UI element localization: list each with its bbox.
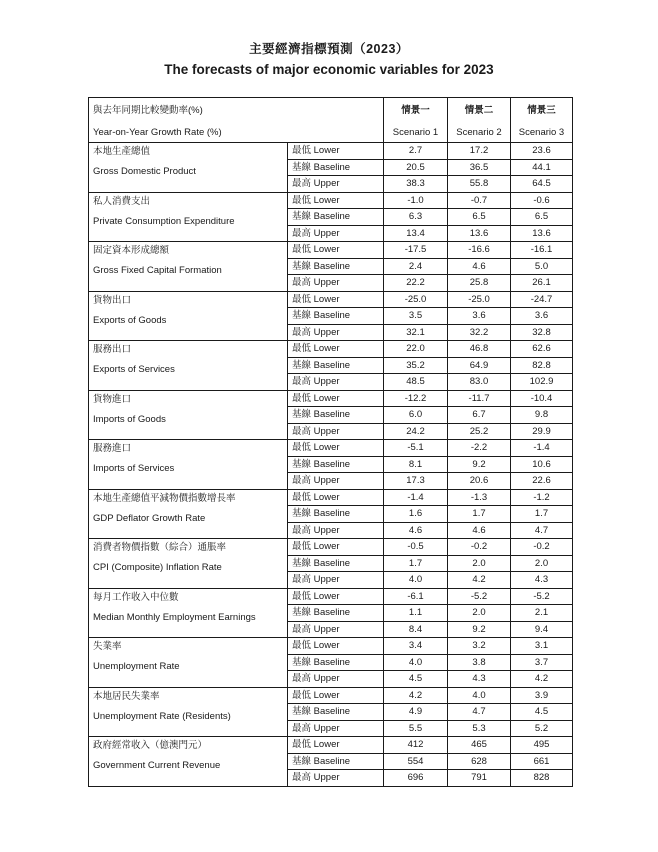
value-cell: -5.2 xyxy=(448,588,511,605)
value-cell: -6.1 xyxy=(384,588,448,605)
value-cell: 5.0 xyxy=(511,258,573,275)
value-cell: 6.0 xyxy=(384,407,448,424)
table-row xyxy=(89,440,573,457)
value-cell: 9.2 xyxy=(448,456,511,473)
bound-label-baseline: 基線 Baseline xyxy=(288,209,384,226)
value-cell: 661 xyxy=(511,753,573,770)
value-cell: 4.0 xyxy=(384,572,448,589)
table-row xyxy=(89,638,573,655)
value-cell: 1.1 xyxy=(384,605,448,622)
value-cell: -11.7 xyxy=(448,390,511,407)
table-row xyxy=(89,390,573,407)
bound-label-baseline: 基線 Baseline xyxy=(288,704,384,721)
value-cell: 3.7 xyxy=(511,654,573,671)
indicator-name-zh: 本地生產總值平減物價指數增長率 xyxy=(93,492,236,504)
bound-label-lower: 最低 Lower xyxy=(288,440,384,457)
value-cell: 1.6 xyxy=(384,506,448,523)
indicator-cell xyxy=(89,588,288,638)
bound-label-baseline: 基線 Baseline xyxy=(288,605,384,622)
bound-label-lower: 最低 Lower xyxy=(288,638,384,655)
value-cell: 64.5 xyxy=(511,176,573,193)
value-cell: 24.2 xyxy=(384,423,448,440)
indicator-name-zh: 本地居民失業率 xyxy=(93,690,160,702)
bound-label-upper: 最高 Upper xyxy=(288,621,384,638)
value-cell: -17.5 xyxy=(384,242,448,259)
value-cell: 32.2 xyxy=(448,324,511,341)
value-cell: 628 xyxy=(448,753,511,770)
indicator-name-en: Imports of Goods xyxy=(93,413,166,425)
value-cell: 64.9 xyxy=(448,357,511,374)
value-cell: 465 xyxy=(448,737,511,754)
value-cell: -10.4 xyxy=(511,390,573,407)
indicator-cell xyxy=(89,390,288,440)
bound-label-lower: 最低 Lower xyxy=(288,143,384,160)
value-cell: 4.2 xyxy=(384,687,448,704)
value-cell: 13.4 xyxy=(384,225,448,242)
value-cell: 3.6 xyxy=(511,308,573,325)
header-growth-rate-en: Year-on-Year Growth Rate (%) xyxy=(93,127,222,138)
bound-label-baseline: 基線 Baseline xyxy=(288,555,384,572)
value-cell: 13.6 xyxy=(448,225,511,242)
value-cell: 26.1 xyxy=(511,275,573,292)
value-cell: 4.6 xyxy=(448,258,511,275)
value-cell: 4.3 xyxy=(511,572,573,589)
value-cell: -5.2 xyxy=(511,588,573,605)
value-cell: 5.3 xyxy=(448,720,511,737)
value-cell: 102.9 xyxy=(511,374,573,391)
indicator-name-zh: 貨物出口 xyxy=(93,294,132,306)
value-cell: 22.2 xyxy=(384,275,448,292)
bound-label-lower: 最低 Lower xyxy=(288,242,384,259)
value-cell: 696 xyxy=(384,770,448,787)
page-title-zh: 主要經濟指標預測（2023） xyxy=(249,42,409,56)
bound-label-upper: 最高 Upper xyxy=(288,473,384,490)
value-cell: 5.5 xyxy=(384,720,448,737)
header-scenario-2-zh: 情景二 xyxy=(464,105,494,116)
indicator-name-en: Private Consumption Expenditure xyxy=(93,215,235,227)
value-cell: 25.8 xyxy=(448,275,511,292)
header-scenario-1-en: Scenario 1 xyxy=(392,127,439,138)
value-cell: 46.8 xyxy=(448,341,511,358)
value-cell: 4.3 xyxy=(448,671,511,688)
table-row xyxy=(89,291,573,308)
indicator-name-zh: 消費者物價指數（綜合）通脹率 xyxy=(93,542,227,553)
value-cell: 4.5 xyxy=(384,671,448,688)
header-scenario-1-zh: 情景一 xyxy=(401,105,430,116)
value-cell: -25.0 xyxy=(384,291,448,308)
value-cell: 554 xyxy=(384,753,448,770)
value-cell: 3.9 xyxy=(511,687,573,704)
value-cell: 1.7 xyxy=(511,506,573,523)
indicator-cell xyxy=(89,489,288,539)
header-scenario-1 xyxy=(384,98,448,143)
bound-label-upper: 最高 Upper xyxy=(288,671,384,688)
indicator-name-zh: 服務進口 xyxy=(93,443,132,454)
value-cell: 2.4 xyxy=(384,258,448,275)
bound-label-lower: 最低 Lower xyxy=(288,737,384,754)
value-cell: -1.0 xyxy=(384,192,448,209)
bound-label-upper: 最高 Upper xyxy=(288,572,384,589)
value-cell: 9.2 xyxy=(448,621,511,638)
bound-label-baseline: 基線 Baseline xyxy=(288,308,384,325)
value-cell: 412 xyxy=(384,737,448,754)
value-cell: 22.6 xyxy=(511,473,573,490)
table-row xyxy=(89,539,573,556)
value-cell: -25.0 xyxy=(448,291,511,308)
indicator-name-en: GDP Deflator Growth Rate xyxy=(93,512,206,524)
value-cell: -16.6 xyxy=(448,242,511,259)
value-cell: 4.9 xyxy=(384,704,448,721)
value-cell: -1.3 xyxy=(448,489,511,506)
value-cell: 3.5 xyxy=(384,308,448,325)
table-row xyxy=(89,489,573,506)
value-cell: 17.2 xyxy=(448,143,511,160)
bound-label-lower: 最低 Lower xyxy=(288,489,384,506)
value-cell: -0.2 xyxy=(448,539,511,556)
value-cell: -0.6 xyxy=(511,192,573,209)
value-cell: 2.0 xyxy=(511,555,573,572)
header-scenario-2-en: Scenario 2 xyxy=(456,127,502,138)
indicator-name-en: Gross Domestic Product xyxy=(93,166,196,177)
value-cell: 3.4 xyxy=(384,638,448,655)
indicator-name-en: CPI (Composite) Inflation Rate xyxy=(93,562,222,573)
header-row xyxy=(89,98,573,143)
bound-label-upper: 最高 Upper xyxy=(288,720,384,737)
value-cell: 22.0 xyxy=(384,341,448,358)
value-cell: 29.9 xyxy=(511,423,573,440)
value-cell: 1.7 xyxy=(384,555,448,572)
indicator-name-zh: 每月工作收入中位數 xyxy=(93,591,179,603)
value-cell: -0.7 xyxy=(448,192,511,209)
table-row xyxy=(89,341,573,358)
value-cell: -0.5 xyxy=(384,539,448,556)
value-cell: 6.7 xyxy=(448,407,511,424)
indicator-name-zh: 本地生產總值 xyxy=(93,146,151,157)
value-cell: 791 xyxy=(448,770,511,787)
value-cell: 62.6 xyxy=(511,341,573,358)
bound-label-lower: 最低 Lower xyxy=(288,588,384,605)
header-scenario-3-en: Scenario 3 xyxy=(518,127,565,138)
value-cell: 25.2 xyxy=(448,423,511,440)
value-cell: 5.2 xyxy=(511,720,573,737)
value-cell: 3.6 xyxy=(448,308,511,325)
value-cell: 4.2 xyxy=(511,671,573,688)
value-cell: -24.7 xyxy=(511,291,573,308)
value-cell: 4.7 xyxy=(511,522,573,539)
value-cell: 8.4 xyxy=(384,621,448,638)
value-cell: 2.7 xyxy=(384,143,448,160)
value-cell: 38.3 xyxy=(384,176,448,193)
page-title-en: The forecasts of major economic variables for 2023 xyxy=(164,62,494,77)
table-row xyxy=(89,588,573,605)
bound-label-baseline: 基線 Baseline xyxy=(288,357,384,374)
bound-label-upper: 最高 Upper xyxy=(288,225,384,242)
value-cell: 4.0 xyxy=(448,687,511,704)
forecast-table xyxy=(88,97,573,787)
bound-label-upper: 最高 Upper xyxy=(288,522,384,539)
value-cell: 3.8 xyxy=(448,654,511,671)
bound-label-baseline: 基線 Baseline xyxy=(288,654,384,671)
indicator-name-zh: 服務出口 xyxy=(93,344,132,355)
value-cell: 44.1 xyxy=(511,159,573,176)
bound-label-lower: 最低 Lower xyxy=(288,291,384,308)
value-cell: 828 xyxy=(511,770,573,787)
value-cell: 3.1 xyxy=(511,638,573,655)
indicator-name-en: Government Current Revenue xyxy=(93,760,221,771)
indicator-name-en: Unemployment Rate (Residents) xyxy=(93,710,231,722)
value-cell: 1.7 xyxy=(448,506,511,523)
value-cell: 4.6 xyxy=(448,522,511,539)
value-cell: 48.5 xyxy=(384,374,448,391)
value-cell: 4.2 xyxy=(448,572,511,589)
value-cell: 3.2 xyxy=(448,638,511,655)
bound-label-upper: 最高 Upper xyxy=(288,423,384,440)
value-cell: 32.8 xyxy=(511,324,573,341)
value-cell: 6.3 xyxy=(384,209,448,226)
indicator-name-en: Unemployment Rate xyxy=(93,661,180,672)
bound-label-baseline: 基線 Baseline xyxy=(288,753,384,770)
value-cell: -1.2 xyxy=(511,489,573,506)
table-body xyxy=(89,143,573,787)
indicator-name-zh: 固定資本形成總額 xyxy=(93,245,170,256)
value-cell: -0.2 xyxy=(511,539,573,556)
value-cell: 35.2 xyxy=(384,357,448,374)
bound-label-baseline: 基線 Baseline xyxy=(288,456,384,473)
table-row xyxy=(89,242,573,259)
bound-label-lower: 最低 Lower xyxy=(288,539,384,556)
value-cell: 82.8 xyxy=(511,357,573,374)
header-growth-rate-zh: 與去年同期比較變動率(%) xyxy=(93,105,203,116)
indicator-name-zh: 失業率 xyxy=(93,641,122,652)
bound-label-baseline: 基線 Baseline xyxy=(288,258,384,275)
indicator-cell xyxy=(89,291,288,341)
value-cell: 4.0 xyxy=(384,654,448,671)
header-growth-rate xyxy=(89,98,384,143)
bound-label-baseline: 基線 Baseline xyxy=(288,506,384,523)
value-cell: 6.5 xyxy=(511,209,573,226)
value-cell: 495 xyxy=(511,737,573,754)
indicator-name-en: Exports of Goods xyxy=(93,314,167,326)
indicator-name-en: Gross Fixed Capital Formation xyxy=(93,265,222,276)
value-cell: -12.2 xyxy=(384,390,448,407)
indicator-cell xyxy=(89,242,288,292)
bound-label-upper: 最高 Upper xyxy=(288,176,384,193)
value-cell: -1.4 xyxy=(511,440,573,457)
value-cell: 2.1 xyxy=(511,605,573,622)
value-cell: 9.8 xyxy=(511,407,573,424)
indicator-cell xyxy=(89,440,288,490)
indicator-name-zh: 私人消費支出 xyxy=(93,195,151,207)
value-cell: 83.0 xyxy=(448,374,511,391)
indicator-cell xyxy=(89,192,288,242)
indicator-cell xyxy=(89,341,288,391)
value-cell: -5.1 xyxy=(384,440,448,457)
value-cell: -1.4 xyxy=(384,489,448,506)
value-cell: 20.6 xyxy=(448,473,511,490)
bound-label-baseline: 基線 Baseline xyxy=(288,407,384,424)
indicator-name-en: Imports of Services xyxy=(93,463,175,474)
indicator-cell xyxy=(89,687,288,737)
indicator-name-zh: 政府經常收入（億澳門元） xyxy=(93,740,208,751)
table-row xyxy=(89,143,573,160)
bound-label-lower: 最低 Lower xyxy=(288,687,384,704)
indicator-name-en: Median Monthly Employment Earnings xyxy=(93,611,256,623)
value-cell: 6.5 xyxy=(448,209,511,226)
value-cell: 2.0 xyxy=(448,555,511,572)
indicator-name-zh: 貨物進口 xyxy=(93,393,132,405)
indicator-cell xyxy=(89,143,288,193)
bound-label-lower: 最低 Lower xyxy=(288,192,384,209)
value-cell: 4.5 xyxy=(511,704,573,721)
value-cell: 8.1 xyxy=(384,456,448,473)
bound-label-upper: 最高 Upper xyxy=(288,374,384,391)
value-cell: 4.6 xyxy=(384,522,448,539)
value-cell: 9.4 xyxy=(511,621,573,638)
indicator-cell xyxy=(89,539,288,589)
value-cell: -16.1 xyxy=(511,242,573,259)
indicator-cell xyxy=(89,737,288,787)
table-row xyxy=(89,687,573,704)
header-scenario-3 xyxy=(511,98,573,143)
value-cell: 36.5 xyxy=(448,159,511,176)
bound-label-lower: 最低 Lower xyxy=(288,390,384,407)
bound-label-upper: 最高 Upper xyxy=(288,324,384,341)
table-row xyxy=(89,737,573,754)
value-cell: 2.0 xyxy=(448,605,511,622)
value-cell: 13.6 xyxy=(511,225,573,242)
value-cell: -2.2 xyxy=(448,440,511,457)
table-row xyxy=(89,192,573,209)
value-cell: 32.1 xyxy=(384,324,448,341)
value-cell: 20.5 xyxy=(384,159,448,176)
bound-label-upper: 最高 Upper xyxy=(288,275,384,292)
header-scenario-3-zh: 情景三 xyxy=(527,105,556,116)
value-cell: 10.6 xyxy=(511,456,573,473)
header-scenario-2 xyxy=(448,98,511,143)
indicator-name-en: Exports of Services xyxy=(93,364,175,375)
indicator-cell xyxy=(89,638,288,688)
bound-label-lower: 最低 Lower xyxy=(288,341,384,358)
value-cell: 17.3 xyxy=(384,473,448,490)
value-cell: 23.6 xyxy=(511,143,573,160)
bound-label-baseline: 基線 Baseline xyxy=(288,159,384,176)
value-cell: 4.7 xyxy=(448,704,511,721)
value-cell: 55.8 xyxy=(448,176,511,193)
bound-label-upper: 最高 Upper xyxy=(288,770,384,787)
